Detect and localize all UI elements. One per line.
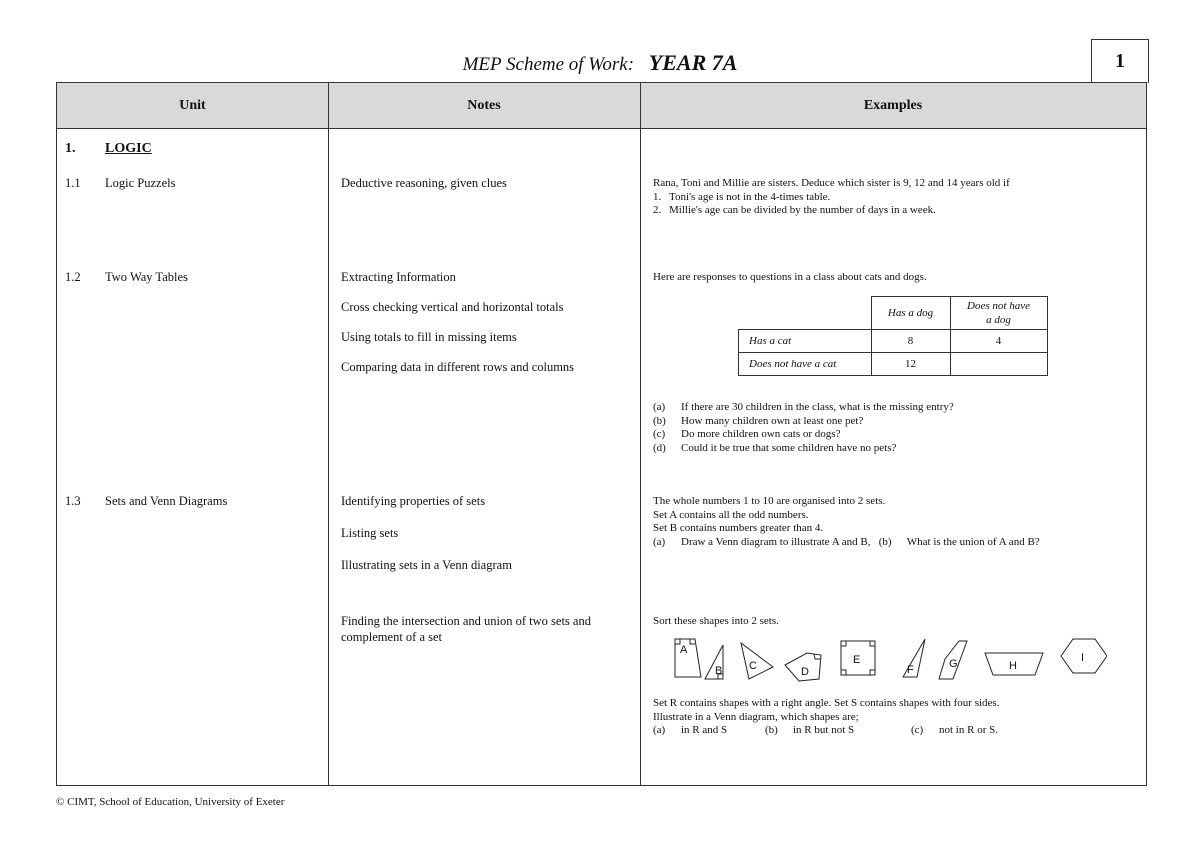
shape-label: F: [907, 664, 914, 676]
table-row-label: Has a cat: [739, 330, 872, 353]
shape-label: D: [801, 666, 809, 678]
footer-copyright: © CIMT, School of Education, University of Exeter: [56, 796, 285, 808]
page-title: [0, 50, 1200, 76]
table-cell: [950, 353, 1047, 376]
section-1-2-unit: 1.2 Two Way Tables: [65, 270, 188, 284]
two-way-table: [738, 296, 1048, 376]
title-main: YEAR 7A: [648, 50, 738, 75]
scheme-table: [56, 82, 1147, 786]
unit-number: 1.: [65, 141, 76, 156]
shape-c: [741, 643, 773, 679]
shape-label: H: [1009, 660, 1017, 672]
shape-label: I: [1081, 652, 1085, 664]
shape-label: C: [749, 660, 757, 672]
section-1-1-example: Rana, Toni and Millie are sisters. Deduce which sister is 9, 12 and 14 years old if 1. Toni's age is not in the 4-times table. 2. Millie's age can be divided by the number of days in a week.: [653, 177, 1010, 216]
table-header: Has a dog: [871, 297, 950, 330]
section-title: Logic Puzzels: [105, 176, 176, 190]
shape-a: [675, 639, 701, 677]
shape-label: G: [949, 658, 958, 670]
section-1-1-unit: 1.1 Logic Puzzels: [65, 176, 176, 190]
column-header-examples: Examples: [640, 83, 1146, 129]
shape-label: E: [853, 654, 861, 666]
page-number: 1: [1091, 39, 1149, 83]
section-1-3-notes: Identifying properties of sets Listing sets Illustrating sets in a Venn diagram: [341, 494, 512, 572]
section-1-3-example-2: Set R contains shapes with a right angle. Set S contains shapes with four sides. Illustrate in a Venn diagram, which shapes are; (a) in R and S (b) in R but not S (c) not in R or S.: [653, 697, 1000, 736]
shape-label: B: [715, 665, 723, 677]
table-cell: 12: [871, 353, 950, 376]
section-1-2-questions: (a) If there are 30 children in the class, what is the missing entry? (b) How many children own at least one pet? (c) Do more children own cats or dogs? (d) Could it be true that some children have no pets?: [653, 401, 954, 454]
section-1-2-example-intro: Here are responses to questions in a class about cats and dogs.: [653, 271, 927, 283]
section-1-3-unit: 1.3 Sets and Venn Diagrams: [65, 494, 228, 508]
table-cell: 8: [871, 330, 950, 353]
shape-label: A: [680, 644, 688, 656]
shapes-figure: [667, 635, 1107, 683]
column-divider: [328, 83, 329, 785]
section-1-3-notes-2: Finding the intersection and union of two sets and complement of a set: [341, 614, 591, 644]
section-1-2-notes: Extracting Information Cross checking vertical and horizontal totals Using totals to fill in missing items Comparing data in different rows and columns: [341, 270, 575, 374]
section-title: Sets and Venn Diagrams: [105, 494, 228, 508]
unit-title: LOGIC: [105, 141, 152, 156]
title-prefix: MEP Scheme of Work:: [462, 54, 635, 75]
section-1-3-example-1: The whole numbers 1 to 10 are organised into 2 sets. Set A contains all the odd numbers. Set B contains numbers greater than 4. (a) Draw a Venn diagram to illustrate A and B, (b) What is the union of A and B?: [653, 495, 1040, 548]
unit-heading: [65, 141, 152, 157]
column-divider: [640, 83, 641, 785]
column-header-notes: Notes: [328, 83, 640, 129]
table-row-label: Does not have a cat: [739, 353, 872, 376]
column-header-unit: Unit: [57, 83, 328, 129]
section-1-3-example-2-intro: Sort these shapes into 2 sets.: [653, 615, 779, 627]
section-1-1-notes: Deductive reasoning, given clues: [341, 176, 507, 190]
section-title: Two Way Tables: [105, 270, 188, 284]
table-header: Does not have a dog: [950, 297, 1047, 330]
table-cell: 4: [950, 330, 1047, 353]
